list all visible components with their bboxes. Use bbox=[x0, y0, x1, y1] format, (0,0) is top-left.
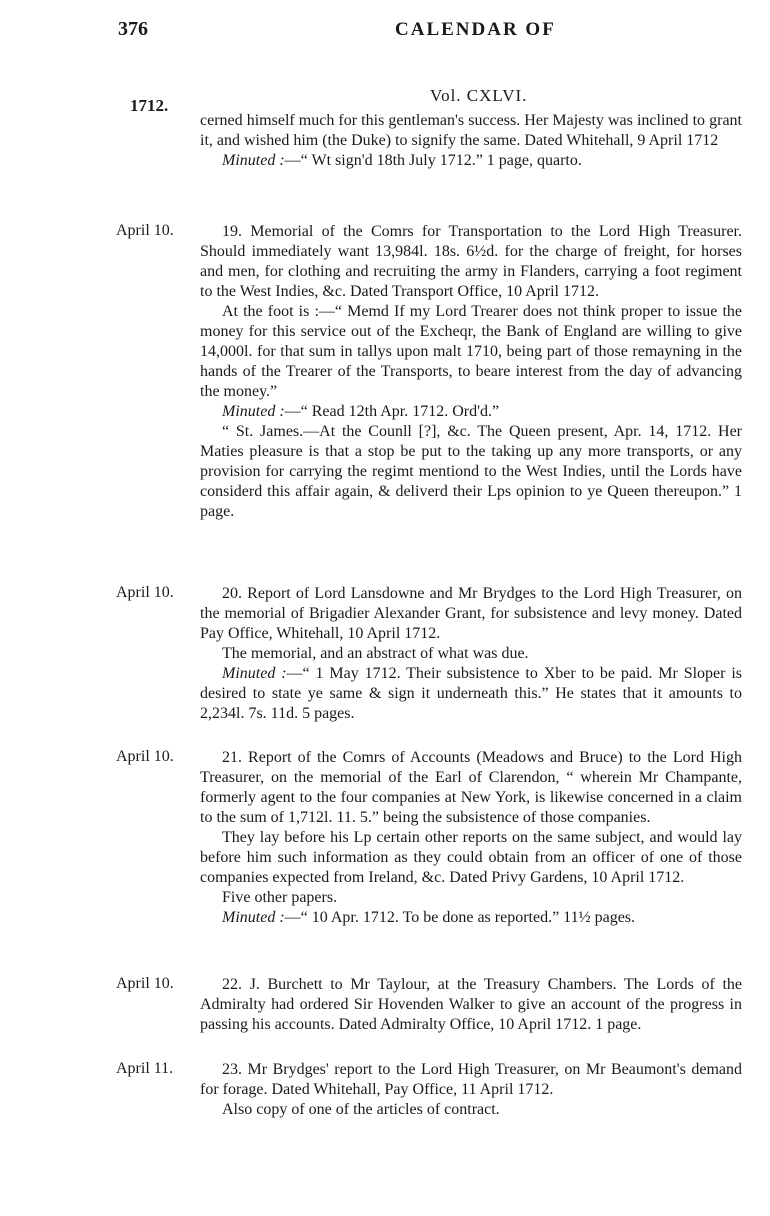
entry-paragraph: cerned himself much for this gentleman's success. Her Majesty was inclined to grant it, and wished him (the Duke) to signify the same. Dated Whitehall, 9 April 1712 bbox=[200, 112, 742, 149]
entry-paragraph: 23. Mr Brydges' report to the Lord High Treasurer, on Mr Beaumont's demand for forage. Dated Whitehall, Pay Office, 11 April 1712. bbox=[200, 1061, 742, 1098]
minuted-paragraph bbox=[200, 908, 742, 928]
minuted-label: Minuted : bbox=[222, 665, 287, 682]
entry-paragraph: 21. Report of the Comrs of Accounts (Meadows and Bruce) to the Lord High Treasurer, on the memorial of the Earl of Clarendon, “ wherein Mr Champante, formerly agent to the four companies at New York, is likewise concerned in a claim to the sum of 1,712l. 11. 5.” being the subsistence of those companies. bbox=[200, 749, 742, 826]
minuted-paragraph bbox=[200, 151, 742, 171]
entry-date-23: April 11. bbox=[116, 1060, 174, 1077]
entry-paragraph: They lay before his Lp certain other reports on the same subject, and would lay before him such information as they could obtain from an officer of one of those companies expected from Ireland, &c. Dated Privy Gardens, 10 April 1712. bbox=[200, 829, 742, 886]
entry-paragraph: “ St. James.—At the Counll [?], &c. The Queen present, Apr. 14, 1712. Her Maties pleasure is that a stop be put to the taking up any more transports, or any provision for carrying the regimt mentiond to the West Indies, until the Lords have considerd this affair again, & deliverd their Lps opinion to ye Queen thereupon.” 1 page. bbox=[200, 423, 742, 520]
entry-continuation bbox=[200, 111, 742, 171]
running-title: CALENDAR OF bbox=[395, 19, 556, 40]
entry-paragraph: 19. Memorial of the Comrs for Transportation to the Lord High Treasurer. Should immediately want 13,984l. 18s. 6½d. for the charge of freight, for horses and men, for clothing and recruiting the army in Flanders, carrying a foot regiment to the West Indies, &c. Dated Transport Office, 10 April 1712. bbox=[200, 223, 742, 300]
minuted-paragraph bbox=[200, 664, 742, 724]
year-margin: 1712. bbox=[130, 96, 169, 115]
minuted-paragraph bbox=[200, 402, 742, 422]
entry-paragraph: At the foot is :—“ Memd If my Lord Trearer does not think proper to issue the money for this service out of the Excheqr, the Bank of England are willing to give 14,000l. for that sum in tallys upon malt 1710, being part of those remayning in the hands of the Trearer of the Transports, to beare interest from the day of advancing the money.” bbox=[200, 303, 742, 400]
entry-23 bbox=[200, 1060, 742, 1120]
entry-paragraph: The memorial, and an abstract of what was due. bbox=[222, 645, 529, 662]
entry-20 bbox=[200, 584, 742, 724]
entry-paragraph: 22. J. Burchett to Mr Taylour, at the Treasury Chambers. The Lords of the Admiralty had ordered Sir Hovenden Walker to give an account of the progress in passing his accounts. Dated Admiralty Office, 10 April 1712. 1 page. bbox=[200, 976, 742, 1033]
entry-paragraph: Five other papers. bbox=[222, 889, 338, 906]
minuted-text: —“ Wt sign'd 18th July 1712.” 1 page, quarto. bbox=[284, 152, 582, 169]
entry-date-19: April 10. bbox=[116, 222, 174, 239]
entry-date-22: April 10. bbox=[116, 975, 174, 992]
entry-date-21: April 10. bbox=[116, 748, 174, 765]
entry-date-20: April 10. bbox=[116, 584, 174, 601]
minuted-label: Minuted : bbox=[222, 403, 285, 420]
volume-heading: Vol. CXLVI. bbox=[430, 86, 528, 105]
minuted-text: —“ Read 12th Apr. 1712. Ord'd.” bbox=[284, 403, 500, 420]
entry-19 bbox=[200, 222, 742, 522]
minuted-text: —“ 1 May 1712. Their subsistence to Xber to be paid. Mr Sloper is desired to state ye same & sign it underneath this.” He states that it amounts to 2,234l. 7s. 11d. 5 pages. bbox=[200, 665, 743, 722]
minuted-text: —“ 10 Apr. 1712. To be done as reported.” 11½ pages. bbox=[284, 909, 636, 926]
entry-21 bbox=[200, 748, 742, 928]
page-number: 376 bbox=[118, 18, 148, 40]
minuted-label: Minuted : bbox=[222, 909, 285, 926]
minuted-label: Minuted : bbox=[222, 152, 285, 169]
entry-22 bbox=[200, 975, 742, 1035]
entry-paragraph: Also copy of one of the articles of contract. bbox=[222, 1101, 500, 1118]
entry-paragraph: 20. Report of Lord Lansdowne and Mr Brydges to the Lord High Treasurer, on the memorial of Brigadier Alexander Grant, for subsistence and levy money. Dated Pay Office, Whitehall, 10 April 1712. bbox=[200, 585, 742, 642]
